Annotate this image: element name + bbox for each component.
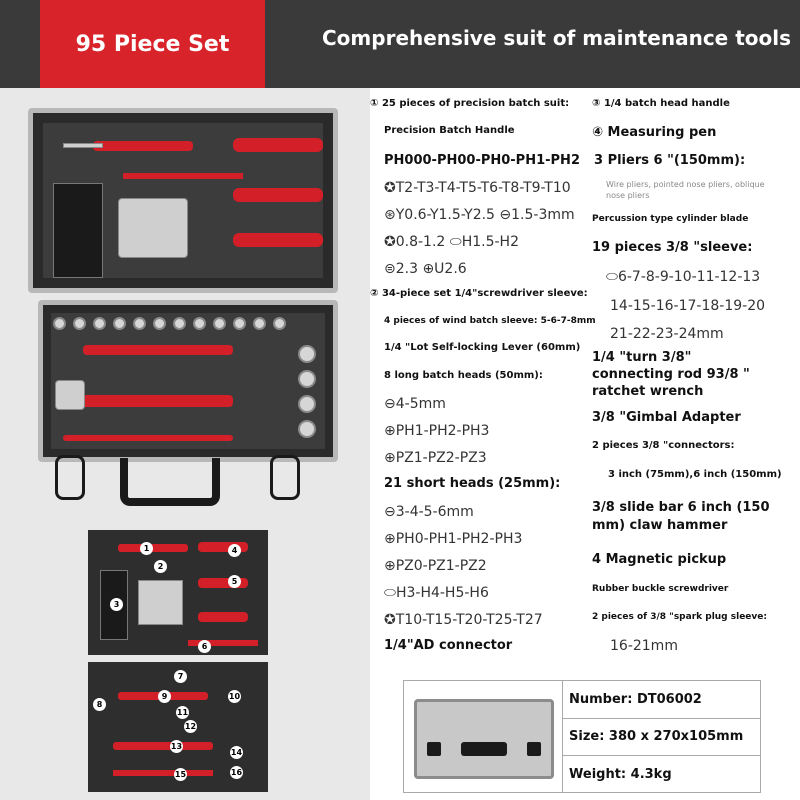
callout-number-7: 7 <box>174 670 187 683</box>
pliers-handle-1 <box>233 138 323 152</box>
socket <box>113 317 126 330</box>
callout-number-10: 10 <box>228 692 241 701</box>
socket <box>53 317 66 330</box>
callout-number-8: 8 <box>93 698 106 711</box>
pliers-types-1: Wire pliers, pointed nose pliers, oblique <box>606 180 765 189</box>
socket <box>253 317 266 330</box>
callout-number-15: 15 <box>174 770 187 779</box>
connectors-title: 2 pieces 3/8 "connectors: <box>592 440 735 451</box>
gimbal-adapter: 3/8 "Gimbal Adapter <box>592 410 741 425</box>
callout-number-2: 2 <box>154 560 167 573</box>
closed-case-handle <box>461 742 507 756</box>
sleeve-title: 19 pieces 3/8 "sleeve: <box>592 240 753 255</box>
section-1-title: ① 25 pieces of precision batch suit: <box>370 98 570 109</box>
screwdriver-handle <box>93 141 193 151</box>
long-heads-pz: ⊕PZ1-PZ2-PZ3 <box>384 450 487 466</box>
pliers-handle-2 <box>233 188 323 202</box>
short-heads-title: 21 short heads (25mm): <box>384 476 561 491</box>
callout-number-13: 13 <box>170 742 183 751</box>
socket <box>193 317 206 330</box>
callout-number-5: 5 <box>228 575 241 588</box>
magnetic-pickup <box>63 435 233 441</box>
closed-case-photo <box>403 680 563 793</box>
page-headline: Comprehensive suit of maintenance tools <box>322 26 792 50</box>
toolbox-lower-tray <box>38 300 338 462</box>
slide-bar-1: 3/8 slide bar 6 inch (150 <box>592 500 770 515</box>
socket <box>153 317 166 330</box>
turn-adapter-1: 1/4 "turn 3/8" <box>592 350 692 365</box>
claw-hammer-handle <box>73 395 233 407</box>
ph-bits: PH000-PH00-PH0-PH1-PH2 <box>384 153 580 168</box>
specification-list <box>370 88 800 668</box>
spec-table <box>563 680 761 793</box>
socket <box>213 317 226 330</box>
percussion-blade: Percussion type cylinder blade <box>592 214 749 224</box>
header-banner <box>0 0 800 88</box>
case-weight: Weight: 4.3kg <box>569 767 672 783</box>
slide-bar-2: mm) claw hammer <box>592 518 728 533</box>
sleeve-sizes-2: 14-15-16-17-18-19-20 <box>610 298 766 314</box>
self-locking-lever: 1/4 "Lot Self-locking Lever (60mm) <box>384 342 581 353</box>
star-bits: ✪0.8-1.2 ⬭H1.5-H2 <box>384 234 519 250</box>
case-handle <box>120 458 220 506</box>
callout-panel-lower <box>88 662 268 792</box>
callout-panel-upper <box>88 530 268 655</box>
callout-number-1: 1 <box>140 542 153 555</box>
short-heads-slot: ⊖3-4-5-6mm <box>384 504 474 520</box>
closed-case-latch-left <box>427 742 441 756</box>
sleeve-sizes-1: ⬭6-7-8-9-10-11-12-13 <box>606 269 761 285</box>
ad-connector: 1/4"AD connector <box>384 638 513 653</box>
pliers-types-2: nose pliers <box>606 191 650 200</box>
pliers-title: 3 Pliers 6 "(150mm): <box>594 153 746 168</box>
callout-pickup <box>113 770 213 776</box>
sleeve-sizes-3: 21-22-23-24mm <box>610 326 724 342</box>
socket <box>273 317 286 330</box>
socket <box>93 317 106 330</box>
callout-number-9: 9 <box>158 690 171 703</box>
short-heads-torx: ✪T10-T15-T20-T25-T27 <box>384 612 543 628</box>
rubber-buckle-screwdriver: Rubber buckle screwdriver <box>592 584 729 594</box>
short-heads-hex: ⬭H3-H4-H5-H6 <box>384 585 489 601</box>
right-latch <box>270 455 300 500</box>
socket <box>233 317 246 330</box>
callout-number-12: 12 <box>184 722 197 731</box>
connector-sizes: 3 inch (75mm),6 inch (150mm) <box>608 469 782 480</box>
claw-hammer-head <box>55 380 85 410</box>
magnetic-pickup-label: 4 Magnetic pickup <box>592 552 727 567</box>
callout-number-11: 11 <box>176 708 189 717</box>
socket <box>298 345 316 363</box>
short-heads-ph: ⊕PH0-PH1-PH2-PH3 <box>384 531 523 547</box>
callout-bit-box <box>138 580 183 625</box>
bit-rack <box>53 183 103 278</box>
wind-batch-sleeve: 4 pieces of wind batch sleeve: 5-6-7-8mm <box>384 316 596 326</box>
section-4-title: ④ Measuring pen <box>592 125 717 140</box>
measuring-pen <box>123 173 243 179</box>
closed-case-body <box>414 699 554 779</box>
foam-insert-lower <box>51 313 325 449</box>
screwdriver-shaft <box>63 143 103 148</box>
callout-number-3: 3 <box>110 598 123 611</box>
torx-bits: ✪T2-T3-T4-T5-T6-T8-T9-T10 <box>384 180 571 196</box>
turn-adapter-3: ratchet wrench <box>592 384 704 399</box>
model-number: Number: DT06002 <box>563 681 760 719</box>
callout-number-6: 6 <box>198 640 211 653</box>
toolbox-upper-tray <box>28 108 338 293</box>
socket <box>133 317 146 330</box>
section-2-title: ② 34-piece set 1/4"screwdriver sleeve: <box>370 288 588 299</box>
socket <box>298 395 316 413</box>
pliers-handle-3 <box>233 233 323 247</box>
callout-screwdriver <box>118 544 188 552</box>
callout-pliers-3 <box>198 612 248 622</box>
spark-plug-sleeve: 2 pieces of 3/8 "spark plug sleeve: <box>592 612 767 622</box>
long-heads-title: 8 long batch heads (50mm): <box>384 370 543 381</box>
socket <box>298 420 316 438</box>
tri-bits: ⊜2.3 ⊕U2.6 <box>384 261 467 277</box>
closed-case-latch-right <box>527 742 541 756</box>
precision-handle: Precision Batch Handle <box>384 125 515 136</box>
socket <box>298 370 316 388</box>
short-heads-pz: ⊕PZ0-PZ1-PZ2 <box>384 558 487 574</box>
socket <box>173 317 186 330</box>
y-bits: ⊛Y0.6-Y1.5-Y2.5 ⊖1.5-3mm <box>384 207 575 223</box>
case-size: Size: 380 x 270x105mm <box>563 719 760 757</box>
piece-count-badge: 95 Piece Set <box>40 0 265 88</box>
ratchet-wrench <box>83 345 233 355</box>
long-heads-ph: ⊕PH1-PH2-PH3 <box>384 423 490 439</box>
callout-number-14: 14 <box>230 748 243 757</box>
section-3-title: ③ 1/4 batch head handle <box>592 98 730 109</box>
callout-hammer <box>113 742 213 750</box>
bit-box <box>118 198 188 258</box>
left-latch <box>55 455 85 500</box>
spark-plug-sizes: 16-21mm <box>610 638 678 654</box>
socket <box>73 317 86 330</box>
turn-adapter-2: connecting rod 93/8 " <box>592 367 750 382</box>
callout-number-4: 4 <box>228 544 241 557</box>
callout-number-16: 16 <box>230 768 243 777</box>
long-heads-slot: ⊖4-5mm <box>384 396 446 412</box>
